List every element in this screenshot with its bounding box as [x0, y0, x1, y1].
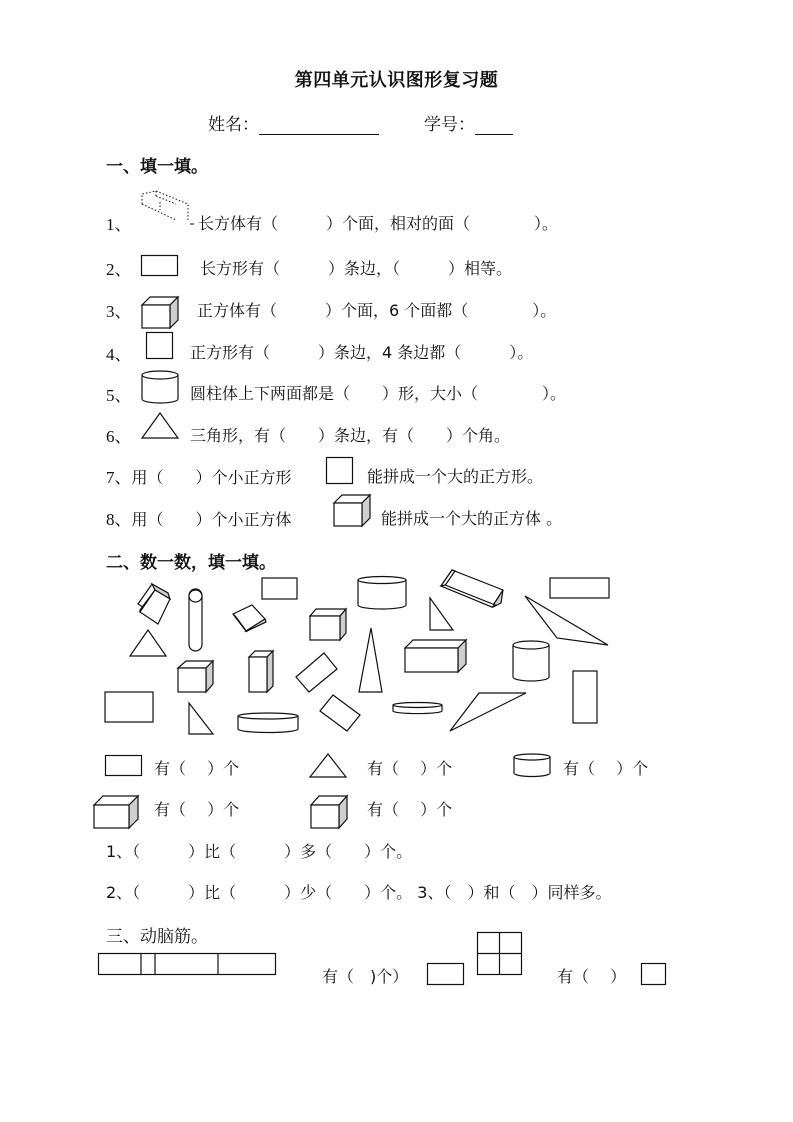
- rectangle-icon: [320, 695, 360, 731]
- question-number: 3、: [106, 302, 132, 321]
- section3-heading: 三、动脑筋。: [106, 927, 208, 947]
- count-cube-text: 有（ ）个: [367, 800, 453, 819]
- question-number: 5、: [106, 386, 132, 405]
- triangle-icon: [525, 596, 608, 645]
- rectangle-icon: [427, 963, 465, 986]
- cylinder-icon: [513, 641, 549, 681]
- question-7-text-b: 能拼成一个大的正方形。: [367, 467, 544, 486]
- rectangle-icon: [105, 755, 143, 777]
- cuboid-icon: [249, 651, 273, 692]
- compare-line-2: 2、（ ）比（ ）少（ ）个。 3、（ ）和（ ）同样多。: [106, 883, 612, 902]
- cylinder-icon: [238, 713, 298, 732]
- cuboid-icon: [178, 661, 213, 692]
- question-5-text: 圆柱体上下两面都是（ ）形，大小（ ）。: [190, 384, 567, 403]
- question-1-text: 长方体有（ ）个面，相对的面（ ）。: [198, 214, 559, 233]
- compare-line-1: 1、（ ）比（ ）多（ ）个。: [106, 842, 413, 861]
- question-number: 8、: [106, 510, 132, 529]
- question-6-text: 三角形，有（ ）条边，有（ ）个角。: [190, 426, 511, 445]
- cylinder-icon: [189, 589, 202, 651]
- question-8-text-b: 能拼成一个大的正方体 。: [381, 509, 563, 528]
- count-rectangle-text: 有（ ）个: [154, 759, 240, 778]
- rectangle-icon: [105, 692, 153, 722]
- id-label: 学号：: [424, 115, 475, 135]
- page-title: 第四单元认识图形复习题: [294, 70, 499, 91]
- section3-q1-text: 有（ )个）: [322, 967, 409, 986]
- four-square-grid-figure: [477, 932, 523, 976]
- rectangle-icon: [550, 578, 609, 598]
- cuboid-icon: [93, 795, 141, 831]
- cylinder-icon: [513, 753, 553, 779]
- cuboid-icon: [441, 570, 503, 607]
- cube-icon: [310, 795, 350, 831]
- triangle-icon: [309, 753, 349, 779]
- cuboid-icon: [405, 640, 466, 672]
- question-8-text-a: 用（ ）个小正方体: [131, 510, 292, 529]
- section3-q2-text: 有（ ）: [557, 967, 627, 986]
- question-number: 1、: [106, 215, 132, 234]
- segmented-rectangle-figure: [98, 953, 278, 977]
- section2-heading: 二、数一数，填一填。: [106, 553, 276, 573]
- triangle-icon: [130, 630, 166, 656]
- count-triangle-text: 有（ ）个: [367, 759, 453, 778]
- rectangle-icon: [262, 578, 297, 599]
- question-number: 2、: [106, 260, 132, 279]
- cube-icon: [233, 605, 266, 632]
- question-number: 4、: [106, 345, 132, 364]
- name-label: 姓名：: [208, 115, 259, 135]
- cube-icon: [310, 609, 346, 640]
- cylinder-icon: [393, 703, 442, 714]
- question-number: 7、: [106, 468, 132, 487]
- rectangle-icon: [296, 653, 337, 692]
- cube-icon: [138, 584, 170, 624]
- count-cuboid-text: 有（ ）个: [154, 800, 240, 819]
- question-4-text: 正方形有（ ）条边，4 条边都（ ）。: [190, 343, 534, 362]
- triangle-icon: [430, 598, 453, 630]
- count-cylinder-text: 有（ ）个: [563, 759, 649, 778]
- triangle-icon: [189, 703, 213, 734]
- cylinder-icon: [358, 577, 406, 610]
- question-7-text-a: 用（ ）个小正方形: [131, 468, 292, 487]
- rectangle-icon: [573, 671, 597, 723]
- triangle-icon: [359, 628, 382, 692]
- triangle-icon: [450, 693, 526, 731]
- question-2-text: 长方形有（ ）条边，（ ）相等。: [200, 259, 513, 278]
- square-icon: [641, 963, 667, 986]
- question-number: 6、: [106, 427, 132, 446]
- section1-heading: 一、填一填。: [106, 157, 208, 177]
- question-3-text: 正方体有（ ）个面，6 个面都（ ）。: [197, 301, 557, 320]
